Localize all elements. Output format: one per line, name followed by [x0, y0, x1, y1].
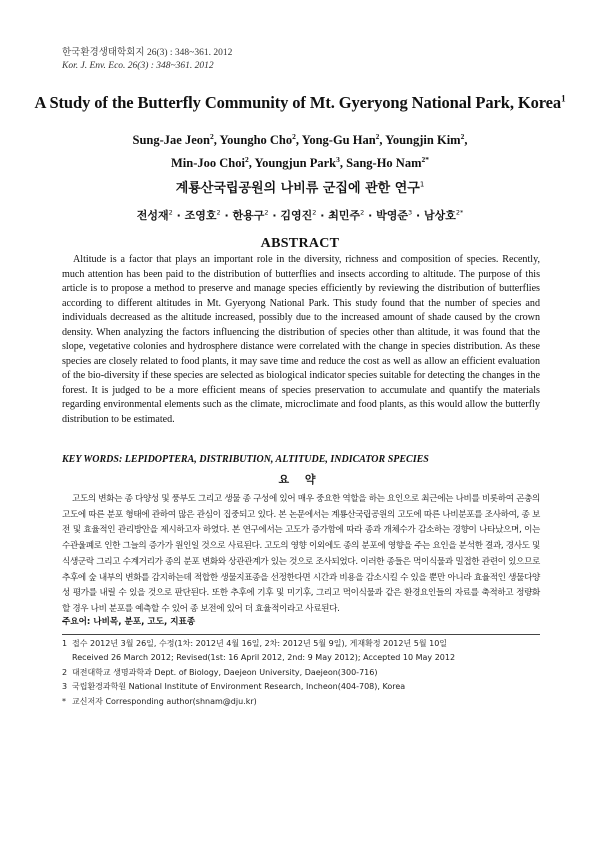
- footnote-mark: 2: [62, 667, 68, 677]
- author-name: Yong-Gu Han: [301, 133, 376, 148]
- author-name: Sung-Jae Jeon: [132, 133, 210, 148]
- author-affiliation: 3: [336, 155, 340, 165]
- footnotes: [62, 637, 552, 709]
- key-words: KEY WORDS: LEPIDOPTERA, DISTRIBUTION, ALTITUDE, INDICATOR SPECIES: [62, 454, 429, 465]
- author-separator: ,: [339, 156, 347, 171]
- korean-author-separator: ·: [412, 209, 424, 222]
- author-affiliation: 2: [375, 132, 380, 141]
- korean-author-separator: ·: [172, 209, 185, 222]
- author-separator: ,: [295, 133, 302, 148]
- korean-author-separator: ·: [316, 209, 329, 222]
- author-affiliation: 2: [292, 132, 296, 141]
- korean-author-affiliation: 2: [360, 208, 365, 217]
- footnote: [62, 695, 552, 709]
- footnote: [62, 637, 552, 651]
- korean-author-separator: ·: [364, 209, 377, 222]
- korean-author-list: [40, 207, 560, 223]
- footnote: [62, 666, 552, 680]
- paper-title-footnote-mark: 1: [561, 93, 566, 104]
- footnote-text: 교신저자 Corresponding author(shnam@dju.kr): [72, 696, 257, 706]
- author-name: Min-Joo Choi: [171, 156, 245, 171]
- author-separator: ,: [213, 133, 220, 148]
- korean-author-affiliation: 2: [264, 208, 269, 217]
- author-name: Youngjin Kim: [385, 133, 461, 148]
- author-line-1: [40, 127, 560, 150]
- footnote-divider: [62, 634, 540, 635]
- author-affiliation: 2: [244, 155, 249, 165]
- footnote: [62, 680, 552, 694]
- korean-author-name: 전성재: [136, 209, 169, 222]
- korean-author-separator: ·: [220, 209, 233, 222]
- author-line-2: [40, 150, 560, 173]
- footnote-mark: 1: [62, 639, 68, 648]
- author-affiliation: 2: [460, 132, 465, 141]
- footnote-text: 대전대학교 생명과학과 Dept. of Biology, Daejeon University, Daejeon(300-716): [72, 667, 378, 677]
- korean-abstract-heading: 요 약: [278, 473, 322, 486]
- korean-author-name: 조영호: [184, 209, 217, 222]
- korean-author-affiliation: 2: [216, 208, 221, 217]
- footnote-text: 접수 2012년 3월 26일, 수정(1차: 2012년 4월 16일, 2차: 2012년 5월 9일), 게재확정 2012년 5월 10일: [72, 639, 448, 648]
- footnote-mark: 3: [62, 682, 68, 692]
- korean-author-name: 한용구: [232, 209, 265, 222]
- author-name: Youngjun Park: [254, 156, 337, 171]
- korean-title-text: 계룡산국립공원의 나비류 군집에 관한 연구: [175, 181, 420, 196]
- footnote-text: 국립환경과학원 National Institute of Environment Research, Incheon(404-708), Korea: [72, 682, 406, 692]
- author-separator: ,: [464, 133, 468, 148]
- footnote-mark: *: [62, 696, 66, 706]
- korean-author-affiliation: 2: [168, 208, 173, 217]
- author-affiliation: 2*: [421, 155, 429, 165]
- korean-abstract-body: 고도의 변화는 종 다양성 및 풍부도 그리고 생물 종 구성에 있어 매우 중요한 역할을 하는 요인으로 최근에는 나비를 비롯하여 곤충의 고도에 따른 분포 형태에 관하여 많은 관심이 집중되고 있다. 본 논문에서는 계룡산국립공원의 고도에 따른 나비분포를 조사하여, 종 보전 및 효율적인 관리방안을 제시하고자 하였다. 본 연구에서는 고도가 증가함에 따라 종과 개체수가 감소하는 경향이 나타났으며, 이는 수관울폐로 인한 그늘의 증가가 원인일 것으로 사료된다. 고도의 영향 이외에도 종의 분포에 영향을 주는 요인을 분석한 결과, 경사도 및 식생군락 그리고 수계거리가 종의 분포 변화와 상관관계가 있는 것으로 조사되었다. 이러한 종들은 먹이식물과 밀접한 관련이 있으므로 추후에 숲 내부의 변화를 감지하는데 적합한 생물지표종을 선정한다면 시간과 비용을 감소시킬 수 있을 뿐만 아니라 효율적인 생물다양성 평가를 내릴 수 있을 것으로 판단된다. 또한 추후에 기후 및 미기후, 그리고 먹이식물과 같은 환경요인들의 자료를 축적하고 정량화 할 경우 나비 분포를 예측할 수 있어 종 보전에 있어 더 효율적이라고 사료된다.: [62, 494, 540, 614]
- paper-title-text: A Study of the Butterfly Community of Mt. Gyeryong National Park, Korea: [34, 93, 562, 112]
- running-head: [62, 47, 232, 73]
- korean-title: [40, 177, 560, 196]
- korean-author-separator: ·: [268, 209, 281, 222]
- korean-title-footnote-mark: 1: [419, 180, 425, 189]
- korean-author-name: 김영진: [280, 209, 313, 222]
- author-separator: ,: [379, 133, 386, 148]
- abstract-body: Altitude is a factor that plays an important role in the diversity, richness and composition of species. Recently, much attention has been paid to the distribution of butterflies and insects according to altitude. The purpose of this article is to propose a method to preserve and manage species efficiently by reviewing the distribution of butterflies according to different altitudes in Mt. Gyeryong National Park. This study found that the number of species and individuals decreased as the altitude increased, possibly due to the increased amount of shade caused by the crown density. When analyzing the factors influencing the distribution of species other than altitude, it was found that the slope, vegetative colonies and hydrosphere distance were correlated with the change in species distribution. As these species are closely related to food plants, it may save time and reduce the cost as well as allow an efficient evaluation of the bio-diversity if these species are selected as biological indicator species suitable for detecting the changes in the forest. It is judged to be a more efficient means of species preservation to accumulate and quantify the materials regarding environmental elements such as the climate, microclimate and food plants, as this would allow the butterfly distribution to be estimated.: [62, 254, 540, 426]
- author-affiliation: 2: [209, 132, 214, 141]
- author-separator: ,: [248, 156, 255, 171]
- korean-author-name: 최민주: [328, 209, 361, 222]
- korean-author-affiliation: 2: [312, 208, 317, 217]
- author-list: [40, 127, 560, 173]
- abstract-heading: ABSTRACT: [260, 236, 340, 251]
- running-head-english: Kor. J. Env. Eco. 26(3) : 348~361. 2012: [62, 61, 214, 71]
- korean-author-affiliation: 3: [408, 208, 413, 217]
- paper-title: [20, 93, 580, 113]
- korean-key-words: 주요어: 나비목, 분포, 고도, 지표종: [62, 617, 196, 627]
- author-name: Sang-Ho Nam: [346, 156, 422, 171]
- korean-author-name: 남상호: [423, 209, 456, 222]
- footnote-continuation: Received 26 March 2012; Revised(1st: 16 April 2012, 2nd: 9 May 2012); Accepted 10 May 2012: [72, 653, 456, 663]
- running-head-korean: 한국환경생태학회지 26(3) : 348~361. 2012: [62, 48, 233, 58]
- author-name: Youngho Cho: [219, 133, 293, 148]
- korean-author-affiliation: 2*: [455, 208, 464, 217]
- korean-author-name: 박영준: [376, 209, 408, 222]
